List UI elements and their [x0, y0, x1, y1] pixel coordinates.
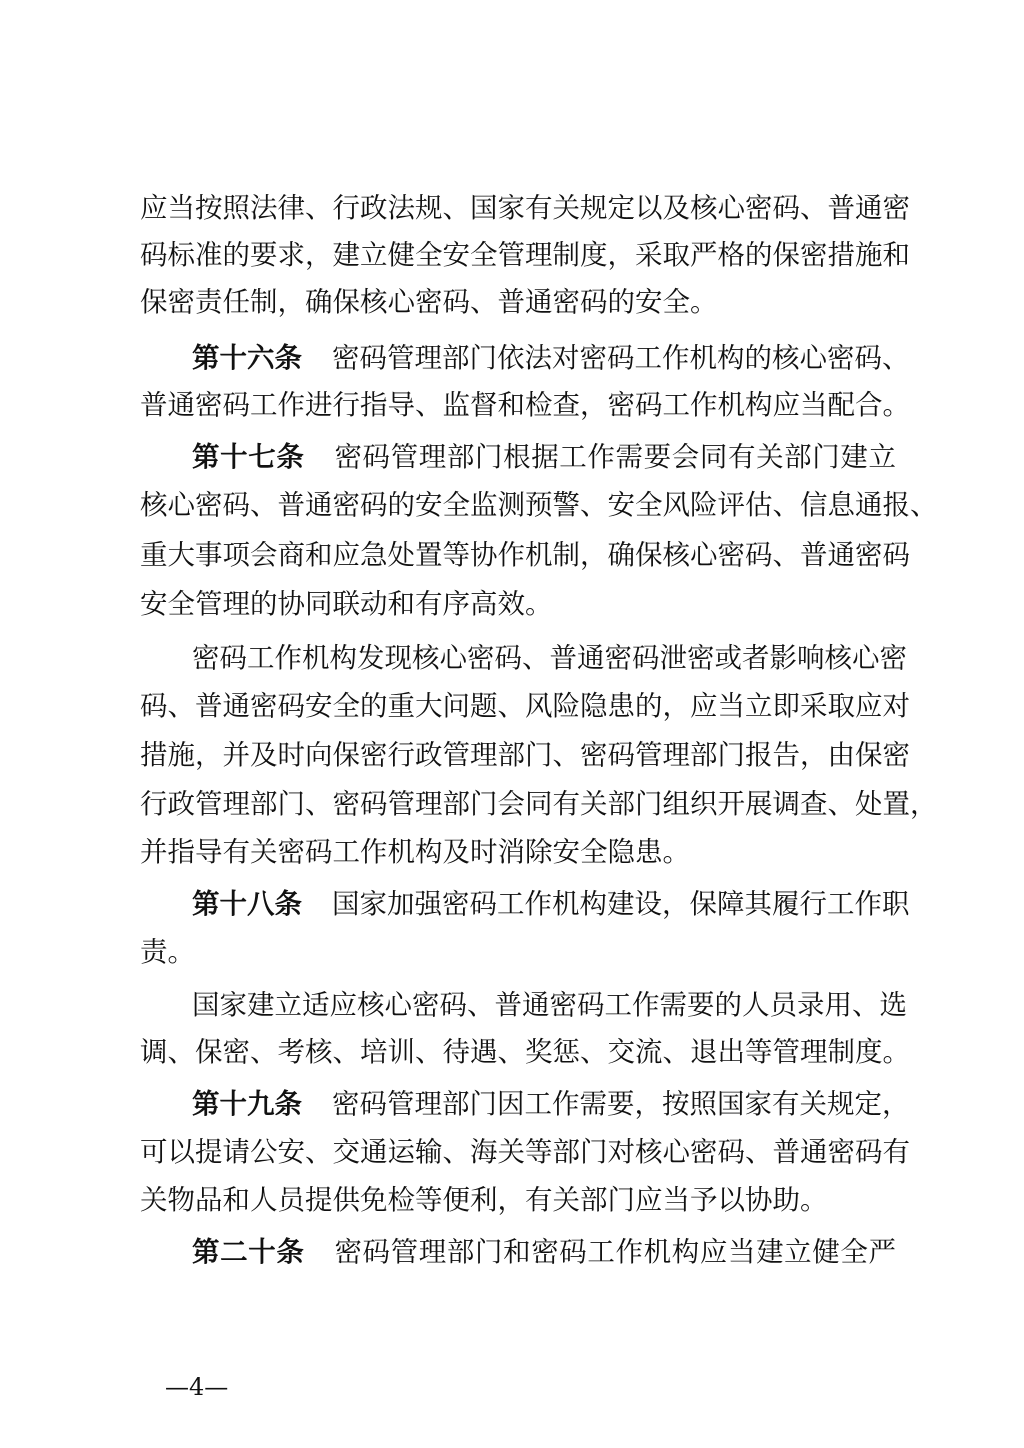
- article-heading: 第十八条: [192, 888, 302, 920]
- line-text: 关物品和人员提供免检等便利，有关部门应当予以协助。: [140, 1184, 828, 1216]
- article-line: [192, 338, 910, 378]
- body-line: [140, 485, 938, 525]
- line-text: 密码管理部门依法对密码工作机构的核心密码、: [332, 342, 910, 374]
- body-line: [140, 784, 938, 824]
- line-text: 责。: [140, 936, 195, 968]
- body-line: [140, 735, 910, 775]
- body-line: [140, 535, 910, 575]
- page-number: —4—: [165, 1373, 229, 1401]
- line-text: 密码管理部门根据工作需要会同有关部门建立: [334, 441, 897, 473]
- body-line: [192, 638, 907, 678]
- line-text: 保密责任制，确保核心密码、普通密码的安全。: [140, 286, 718, 318]
- line-text: 核心密码、普通密码的安全监测预警、安全风险评估、信息通报、: [140, 489, 938, 521]
- article-line: [192, 884, 910, 924]
- body-line: [140, 188, 910, 228]
- body-line: [140, 686, 910, 726]
- line-text: 措施，并及时向保密行政管理部门、密码管理部门报告，由保密: [140, 739, 910, 771]
- article-line: [192, 1084, 910, 1124]
- line-text: 密码管理部门因工作需要，按照国家有关规定，: [332, 1088, 910, 1120]
- article-heading: 第十六条: [192, 342, 302, 374]
- line-text: 普通密码工作进行指导、监督和检查，密码工作机构应当配合。: [140, 389, 910, 421]
- line-text: 安全管理的协同联动和有序高效。: [140, 588, 553, 620]
- line-text: 应当按照法律、行政法规、国家有关规定以及核心密码、普通密: [140, 192, 910, 224]
- body-line: [140, 932, 896, 972]
- line-text: 并指导有关密码工作机构及时消除安全隐患。: [140, 836, 690, 868]
- line-text: 国家加强密码工作机构建设，保障其履行工作职: [332, 888, 910, 920]
- line-text: 码、普通密码安全的重大问题、风险隐患的，应当立即采取应对: [140, 690, 910, 722]
- article-heading: 第十七条: [192, 441, 305, 473]
- line-text: 国家建立适应核心密码、普通密码工作需要的人员录用、选: [192, 989, 907, 1021]
- body-line: [140, 1132, 910, 1172]
- body-line: [140, 584, 896, 624]
- body-line: [140, 235, 910, 275]
- body-line: [140, 385, 910, 425]
- body-line: [192, 985, 907, 1025]
- line-text: 码标准的要求，建立健全安全管理制度，采取严格的保密措施和: [140, 239, 910, 271]
- body-line: [140, 1032, 910, 1072]
- body-line: [140, 1180, 896, 1220]
- article-heading: 第十九条: [192, 1088, 302, 1120]
- body-line: [140, 832, 896, 872]
- line-text: 调、保密、考核、培训、待遇、奖惩、交流、退出等管理制度。: [140, 1036, 910, 1068]
- line-text: 行政管理部门、密码管理部门会同有关部门组织开展调查、处置，: [140, 788, 938, 820]
- line-text: 重大事项会商和应急处置等协作机制，确保核心密码、普通密码: [140, 539, 910, 571]
- article-line: [192, 1232, 896, 1272]
- line-text: 密码工作机构发现核心密码、普通密码泄密或者影响核心密: [192, 642, 907, 674]
- article-line: [192, 437, 896, 477]
- line-text: 可以提请公安、交通运输、海关等部门对核心密码、普通密码有: [140, 1136, 910, 1168]
- article-heading: 第二十条: [192, 1236, 305, 1268]
- body-line: [140, 282, 896, 322]
- line-text: 密码管理部门和密码工作机构应当建立健全严: [334, 1236, 897, 1268]
